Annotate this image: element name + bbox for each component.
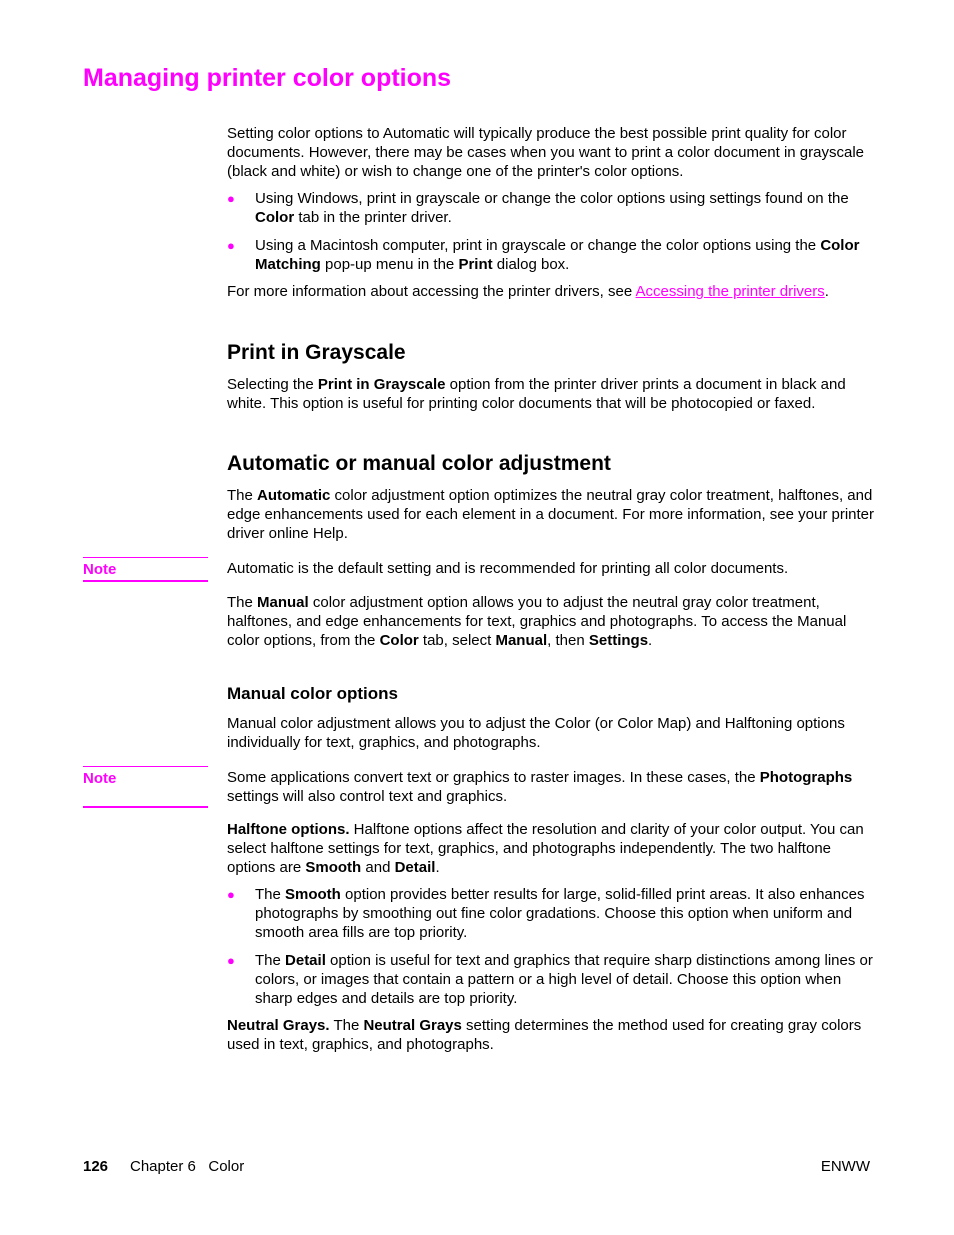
grayscale-paragraph <box>227 376 877 414</box>
note-label: Note <box>83 766 208 808</box>
para-bold: Neutral Grays <box>363 1017 462 1034</box>
para-text: Selecting the <box>227 376 318 393</box>
para-bold: Smooth <box>305 858 362 876</box>
para-bold: Manual <box>257 594 309 611</box>
list-item <box>227 190 877 228</box>
chapter-label: Chapter 6 Color <box>130 1158 245 1175</box>
para-bold: Halftone options. <box>227 821 350 838</box>
para-text: and <box>361 858 395 876</box>
bullet-icon: ● <box>227 887 235 902</box>
para-text: The <box>329 1017 364 1034</box>
bullet-text: option provides better results for large, solid-filled print areas. It also enhances photographs by smoothing out fine color gradations. Choose this option when uniform and smooth area fills are top priority. <box>255 886 865 941</box>
note-text: Automatic is the default setting and is recommended for printing all color documents. <box>227 560 789 577</box>
bullet-text: Using Windows, print in grayscale or change the color options using settings found on the <box>255 190 849 207</box>
para-text: . <box>435 858 440 876</box>
para-text: The <box>227 487 258 504</box>
more-info-paragraph <box>227 283 877 302</box>
manual-options-paragraph: Manual color adjustment allows you to adjust the Color (or Color Map) and Halftoning options individually for text, graphics, and photographs. <box>227 715 845 751</box>
list-item <box>227 237 877 275</box>
para-bold: Detail <box>394 858 436 876</box>
bullet-text: option is useful for text and graphics that require sharp distinctions among lines or colors, or images that contain a pattern or a high level of detail. Choose this option when sharp edges and details are top priority. <box>255 952 873 1007</box>
bullet-bold: Smooth <box>285 886 341 903</box>
list-item <box>227 886 877 942</box>
para-text: color adjustment option allows you to adjust the neutral gray color treatment, halftones, and edge enhancements for text, graphics and photographs. To access the Manual color options, from the <box>227 594 847 649</box>
note-text <box>227 769 877 807</box>
halftone-paragraph <box>227 821 877 877</box>
para-bold: Manual <box>495 631 548 649</box>
para-bold: Settings <box>588 631 649 649</box>
para-bold: Neutral Grays. <box>227 1017 330 1034</box>
para-text: . <box>648 631 653 649</box>
bullet-text: Using a Macintosh computer, print in grayscale or change the color options using the <box>255 237 821 254</box>
bullet-text: tab in the printer driver. <box>294 208 452 226</box>
bullet-text: The <box>255 952 286 969</box>
para-bold: Color <box>379 631 419 649</box>
bullet-icon: ● <box>227 953 235 968</box>
para-text: setting determines the method used for creating gray colors used in text, graphics, and photographs. <box>227 1017 862 1053</box>
para-text: settings will also control text and graphics. <box>227 787 508 805</box>
accessing-printer-drivers-link[interactable]: Accessing the printer drivers <box>635 283 825 300</box>
list-item <box>227 952 877 1008</box>
bullet-bold: Color Matching <box>255 237 860 273</box>
para-bold: Photographs <box>759 769 853 786</box>
bullet-bold: Print <box>458 255 493 273</box>
grayscale-heading: Print in Grayscale <box>227 341 406 364</box>
bullet-text: pop-up menu in the <box>320 255 459 273</box>
para-text: The <box>227 594 258 611</box>
more-info-text: For more information about accessing the printer drivers, see <box>227 283 636 300</box>
para-text: Some applications convert text or graphics to raster images. In these cases, the <box>227 769 760 786</box>
manual-paragraph <box>227 594 877 650</box>
auto-manual-heading: Automatic or manual color adjustment <box>227 452 611 475</box>
para-text: tab, select <box>418 631 496 649</box>
bullet-text: The <box>255 886 286 903</box>
more-info-end: . <box>824 283 829 300</box>
bullet-text: dialog box. <box>492 255 570 273</box>
para-text: option from the printer driver prints a document in black and white. This option is useful for printing color documents that will be photocopied or faxed. <box>227 376 846 412</box>
footer-right-label: ENWW <box>820 1158 870 1175</box>
note-label: Note <box>83 557 208 582</box>
bullet-bold: Color <box>255 208 295 226</box>
para-text: , then <box>547 631 589 649</box>
para-text: Halftone options affect the resolution and clarity of your color output. You can select halftone settings for text, graphics, and photographs independently. The two halftone options are <box>227 821 864 876</box>
bullet-bold: Detail <box>285 952 326 969</box>
bullet-icon: ● <box>227 238 235 253</box>
para-bold: Automatic <box>257 487 331 504</box>
page-number: 126 <box>83 1158 109 1175</box>
para-bold: Print in Grayscale <box>317 376 446 393</box>
bullet-icon: ● <box>227 191 235 206</box>
neutral-grays-paragraph <box>227 1017 877 1055</box>
page-title: Managing printer color options <box>83 64 452 92</box>
para-text: color adjustment option optimizes the neutral gray color treatment, halftones, and edge enhancements used for each element in a document. For more information, see your printer driver online Help. <box>227 487 875 542</box>
automatic-paragraph <box>227 487 877 543</box>
manual-options-heading: Manual color options <box>227 684 398 703</box>
intro-paragraph: Setting color options to Automatic will typically produce the best possible print quality for color documents. However, there may be cases when you want to print a color document in grayscale (black and white) or wish to change one of the printer's color options. <box>227 125 864 180</box>
